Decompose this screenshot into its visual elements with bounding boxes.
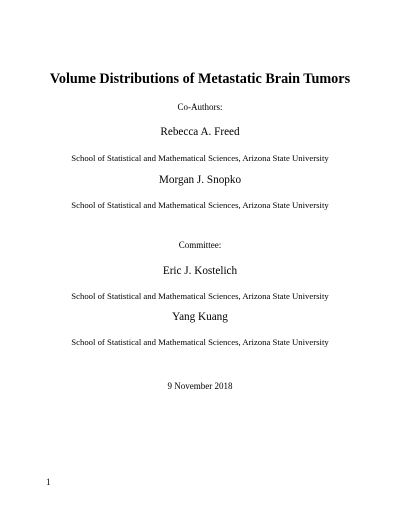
- page-number: 1: [46, 477, 51, 487]
- document-title: Volume Distributions of Metastatic Brain Tumors: [49, 71, 351, 87]
- committee-member-name: Yang Kuang: [172, 311, 228, 323]
- coauthors-label: Co-Authors:: [177, 102, 223, 112]
- committee-member-affiliation: School of Statistical and Mathematical Sciences, Arizona State University: [71, 291, 329, 301]
- coauthor-name: Morgan J. Snopko: [158, 174, 242, 186]
- coauthor-affiliation: School of Statistical and Mathematical Sciences, Arizona State University: [71, 153, 329, 163]
- committee-member-affiliation: School of Statistical and Mathematical Sciences, Arizona State University: [71, 337, 329, 347]
- coauthor-affiliation: School of Statistical and Mathematical Sciences, Arizona State University: [71, 200, 329, 210]
- document-date: 9 November 2018: [167, 381, 233, 391]
- committee-member-name: Eric J. Kostelich: [162, 265, 238, 277]
- coauthor-name: Rebecca A. Freed: [160, 126, 240, 138]
- committee-label: Committee:: [178, 240, 222, 250]
